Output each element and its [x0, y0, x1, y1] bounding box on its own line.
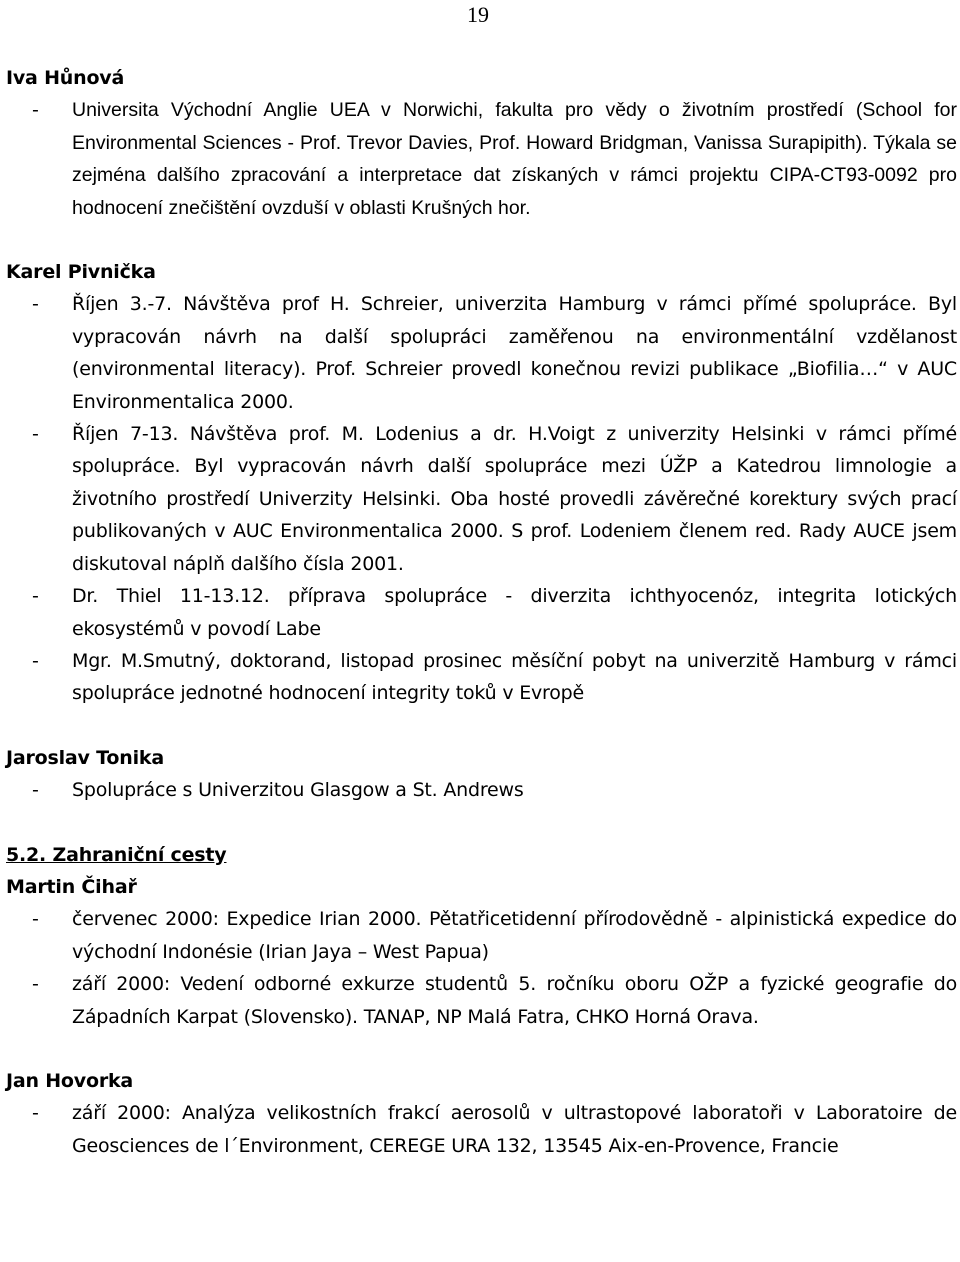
person-name: Jan Hovorka	[6, 1069, 134, 1092]
list-item: - Říjen 3.-7. Návštěva prof H. Schreier, univerzita Hamburg v rámci přímé spolupráce. Byl vypracován návrh na další spolupráci zaměřenou na environmentální vzdělanost (environmental literacy). Prof. Schreier provedl konečnou revizi publikace „Biofilia…“ v AUC Environmentalica 2000.	[32, 293, 957, 413]
item-list	[6, 1097, 957, 1162]
list-item: - září 2000: Analýza velikostních frakcí aerosolů v ultrastopové laboratoři v Laboratoire de Geosciences de l´Environment, CEREGE URA 132, 13545 Aix-en-Provence, Francie	[32, 1102, 957, 1157]
item-list	[6, 903, 957, 1033]
item-list	[6, 94, 957, 224]
page-content	[6, 62, 957, 1162]
list-item: - Říjen 7-13. Návštěva prof. M. Lodenius a dr. H.Voigt z univerzity Helsinki v rámci přímé spolupráce. Byl vypracován návrh další spolupráce mezi ÚŽP a Katedrou limnologie a životního prostředí Univerzity Helsinki. Oba hosté provedli závěrečné korektury svých prací publikovaných v AUC Environmentalica 2000. S prof. Lodeniem členem red. Rady AUCE jsem diskutoval náplň dalšího čísla 2001.	[32, 423, 957, 575]
item-list	[6, 774, 957, 806]
item-list	[6, 288, 957, 709]
person-name: Karel Pivnička	[6, 261, 156, 284]
person-name: Jaroslav Tonika	[6, 746, 164, 769]
list-item: - září 2000: Vedení odborné exkurze studentů 5. ročníku oboru OŽP a fyzické geografie do Západních Karpat (Slovensko). TANAP, NP Malá Fatra, CHKO Horná Orava.	[32, 973, 957, 1028]
list-item: - Mgr. M.Smutný, doktorand, listopad prosinec měsíční pobyt na univerzitě Hamburg v rámci spolupráce jednotné hodnocení integrity toků v Evropě	[32, 649, 957, 705]
list-item: - Spolupráce s Univerzitou Glasgow a St. Andrews	[32, 779, 524, 802]
list-item: - Universita Východní Anglie UEA v Norwichi, fakulta pro vědy o životním prostředí (School for Environmental Sciences - Prof. Trevor Davies, Prof. Howard Bridgman, Vanissa Surapipith). Týkala se zejména dalšího zpracování a interpretace dat získaných v rámci projektu CIPA-CT93-0092 pro hodnocení znečištění ovzduší v oblasti Krušných hor.	[32, 99, 957, 219]
person-name: Martin Čihař	[6, 875, 137, 898]
page-number: 19	[467, 2, 489, 27]
person-name: Iva Hůnová	[6, 67, 125, 89]
list-item: - červenec 2000: Expedice Irian 2000. Pětatřicetidenní přírodovědně - alpinistická expedice do východní Indonésie (Irian Jaya – West Papua)	[32, 908, 957, 963]
list-item: - Dr. Thiel 11-13.12. příprava spolupráce - diverzita ichthyocenóz, integrita lotických ekosystémů v povodí Labe	[32, 585, 957, 640]
section-heading: 5.2. Zahraniční cesty	[6, 843, 227, 866]
